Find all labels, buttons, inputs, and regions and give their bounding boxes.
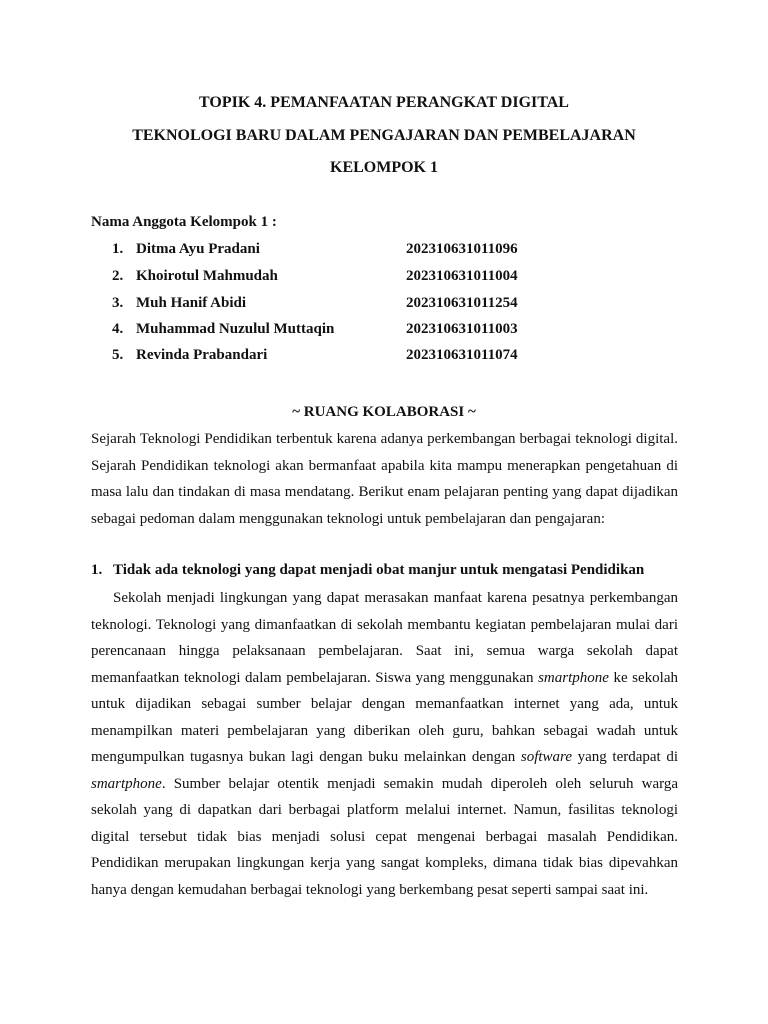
member-name: Revinda Prabandari [136,347,268,363]
member-row [0,319,768,341]
member-name: Muh Hanif Abidi [136,295,247,311]
member-name: Muhammad Nuzulul Muttaqin [136,321,335,337]
member-nim: 202310631011003 [406,321,518,337]
member-row [0,293,768,315]
member-number: 2. [112,268,124,284]
title-line-1: TOPIK 4. PEMANFAATAN PERANGKAT DIGITAL [199,94,569,111]
member-row [0,266,768,288]
title-line-2: TEKNOLOGI BARU DALAM PENGAJARAN DAN PEMBELAJARAN [132,127,636,144]
body-italic-term: smartphone [538,669,609,686]
point-heading [91,560,644,580]
body-text: yang terdapat di [572,749,678,765]
member-number: 3. [112,295,124,311]
member-name: Khoirotul Mahmudah [136,268,278,284]
body-text: ke sekolah untuk dijadikan sebagai sumber belajar dengan memanfaatkan internet yang ada, untuk menampilkan materi pembelajaran yang diberikan oleh guru, bahkan sebagai wadah untuk mengumpulkan tugasnya bukan lagi dengan buku melainkan dengan [91,669,678,765]
member-name: Ditma Ayu Pradani [136,241,260,257]
body-italic-term: software [520,749,572,765]
member-number: 4. [112,321,124,337]
intro-paragraph: Sejarah Teknologi Pendidikan terbentuk karena adanya perkembangan berbagai teknologi digital. Sejarah Pendidikan teknologi akan bermanfaat apabila kita mampu menerapkan pengetahuan di masa lalu dan tindakan di masa mendatang. Berikut enam pelajaran penting yang dapat dijadikan sebagai pedoman dalam menggunakan teknologi untuk pembelajaran dan pengajaran: [91,431,678,527]
point-heading-text: Tidak ada teknologi yang dapat menjadi obat manjur untuk mengatasi Pendidikan [113,562,645,578]
member-nim: 202310631011254 [406,295,518,311]
member-nim: 202310631011096 [406,241,518,257]
member-nim: 202310631011004 [406,268,518,284]
point-number: 1. [91,562,103,578]
body-text: . Sumber belajar otentik menjadi semakin mudah diperoleh oleh seluruh warga sekolah yang di dapatkan dari berbagai platform melalui internet. Namun, fasilitas teknologi digital tersebut tidak bias menjadi solusi cepat mengenai berbagai masalah Pendidikan. Pendidikan merupakan lingkungan kerja yang sangat kompleks, dimana tidak bias dipevahkan hanya dengan kemudahan berbagai teknologi yang berkembang pesat seperti sampai saat ini. [91,775,678,898]
section-title: ~ RUANG KOLABORASI ~ [292,404,476,420]
members-heading: Nama Anggota Kelompok 1 : [91,214,277,230]
member-number: 1. [112,241,124,257]
member-number: 5. [112,347,124,363]
member-nim: 202310631011074 [406,347,518,363]
member-row [0,345,768,367]
title-line-3: KELOMPOK 1 [330,159,438,176]
point-body-paragraph [91,585,678,903]
body-text: Sekolah menjadi lingkungan yang dapat merasakan manfaat karena pesatnya perkembangan teknologi. Teknologi yang dimanfaatkan di sekolah membantu kegiatan pembelajaran mulai dari perencanaan hingga pelaksanaan pembelajaran. Saat ini, semua warga sekolah dapat memanfaatkan teknologi dalam pembelajaran. Siswa yang menggunakan [91,590,678,686]
body-italic-term: smartphone [91,775,162,792]
member-row [0,239,768,261]
